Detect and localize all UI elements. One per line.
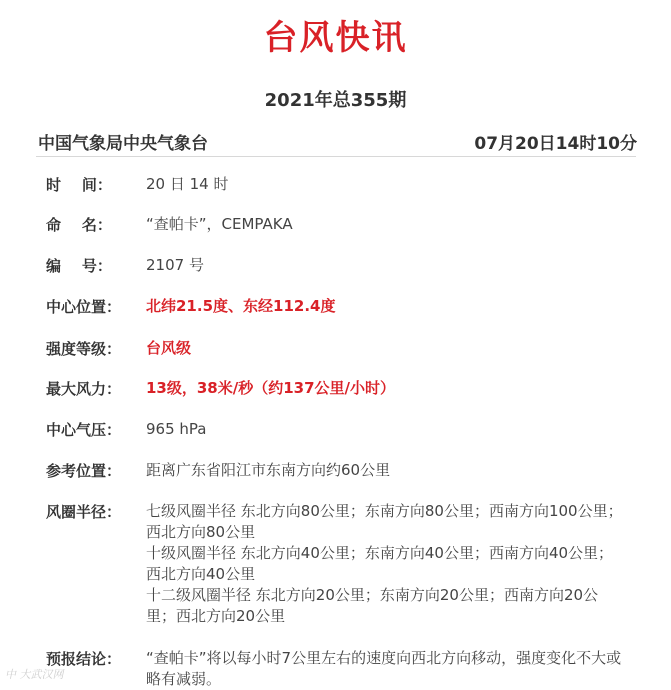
radius-line-7: 七级风圈半径 东北方向80公里；东南方向80公里；西南方向100公里；西北方向80公里 <box>146 502 623 541</box>
center-label: 中心位置： <box>46 298 122 316</box>
page-title: 台风快讯 <box>263 18 408 58</box>
agency-name: 中国气象局中央气象台 <box>38 134 208 154</box>
number-label: 编 号： <box>46 257 112 275</box>
issue-number: 2021年总355期 <box>264 90 407 111</box>
grade-label: 强度等级： <box>46 340 122 358</box>
radius-label: 风圈半径： <box>46 503 122 521</box>
radius-line-10: 十级风圈半径 东北方向40公里；东南方向40公里；西南方向40公里；西北方向40公里 <box>146 544 614 583</box>
wind-value: 13级，38米/秒（约137公里/小时） <box>146 379 396 397</box>
forecast-value: “查帕卡”将以每小时7公里左右的速度向西北方向移动，强度变化不大或略有减弱。 <box>146 649 622 688</box>
wind-label: 最大风力： <box>46 380 122 398</box>
grade-value: 台风级 <box>146 339 192 357</box>
report-datetime: 07月20日14时10分 <box>474 134 637 154</box>
name-label: 命 名： <box>46 216 112 234</box>
forecast-label: 预报结论： <box>46 650 122 668</box>
radius-value <box>146 501 626 627</box>
watermark-logo: 中 大武汉网 <box>4 668 66 681</box>
pressure-value: 965 hPa <box>146 420 207 438</box>
name-value: “查帕卡”，CEMPAKA <box>146 215 293 233</box>
number-value: 2107 号 <box>146 256 204 274</box>
time-label: 时 间： <box>46 176 112 194</box>
header-divider <box>36 156 636 157</box>
reference-value: 距离广东省阳江市东南方向约60公里 <box>146 461 391 479</box>
time-value: 20 日 14 时 <box>146 175 229 193</box>
center-value: 北纬21.5度、东经112.4度 <box>146 297 336 315</box>
reference-label: 参考位置： <box>46 462 122 480</box>
radius-line-12: 十二级风圈半径 东北方向20公里；东南方向20公里；西南方向20公里；西北方向20公里 <box>146 586 599 625</box>
pressure-label: 中心气压： <box>46 421 122 439</box>
